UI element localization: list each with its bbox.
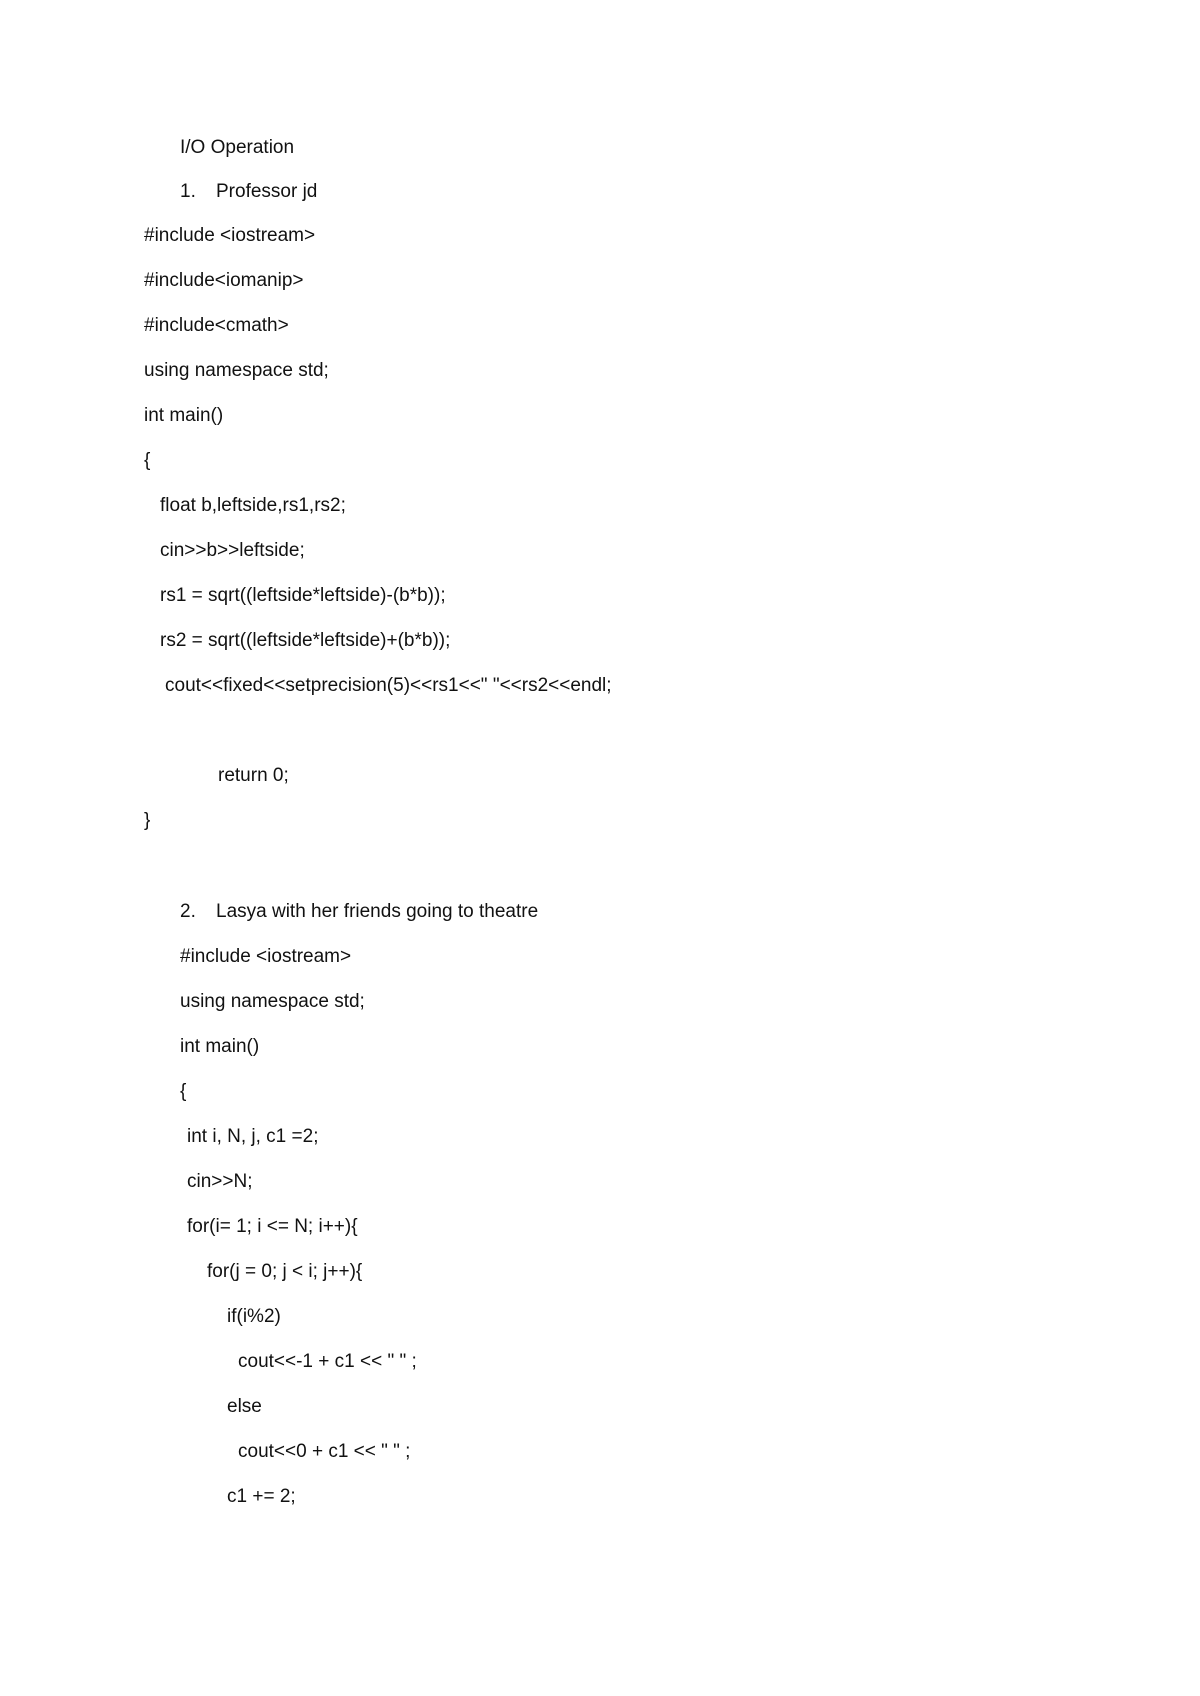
- code-line: cout<<fixed<<setprecision(5)<<rs1<<" "<<rs2<<endl;: [165, 675, 612, 696]
- code-line: {: [144, 450, 151, 471]
- section-heading: [180, 900, 538, 924]
- code-line: rs2 = sqrt((leftside*leftside)+(b*b));: [160, 630, 451, 651]
- section-title: Professor jd: [216, 181, 318, 202]
- code-line: using namespace std;: [144, 360, 329, 381]
- code-line: #include<iomanip>: [144, 270, 304, 291]
- section-number: 1.: [180, 181, 196, 202]
- code-line: for(j = 0; j < i; j++){: [207, 1261, 363, 1282]
- code-line: }: [144, 810, 151, 831]
- code-line: int main(): [144, 405, 224, 426]
- code-line: rs1 = sqrt((leftside*leftside)-(b*b));: [160, 585, 446, 606]
- code-line: for(i= 1; i <= N; i++){: [187, 1216, 358, 1237]
- code-line: cout<<-1 + c1 << " " ;: [238, 1351, 417, 1372]
- code-line: float b,leftside,rs1,rs2;: [160, 495, 346, 516]
- code-line: int i, N, j, c1 =2;: [187, 1126, 319, 1147]
- code-line: else: [227, 1396, 262, 1417]
- code-line: using namespace std;: [180, 991, 365, 1012]
- code-line: cin>>b>>leftside;: [160, 540, 305, 561]
- code-line: c1 += 2;: [227, 1486, 296, 1507]
- code-line: cin>>N;: [187, 1171, 253, 1192]
- section-number: 2.: [180, 901, 196, 922]
- section-heading: [180, 180, 317, 204]
- code-line: #include <iostream>: [144, 225, 316, 246]
- code-line: {: [180, 1081, 187, 1102]
- code-line: #include <iostream>: [180, 946, 352, 967]
- section-title: Lasya with her friends going to theatre: [216, 901, 539, 922]
- document-title: I/O Operation: [180, 137, 295, 158]
- code-line: if(i%2): [227, 1306, 281, 1327]
- code-line: int main(): [180, 1036, 260, 1057]
- code-line: return 0;: [218, 765, 289, 786]
- code-line: cout<<0 + c1 << " " ;: [238, 1441, 411, 1462]
- code-line: #include<cmath>: [144, 315, 289, 336]
